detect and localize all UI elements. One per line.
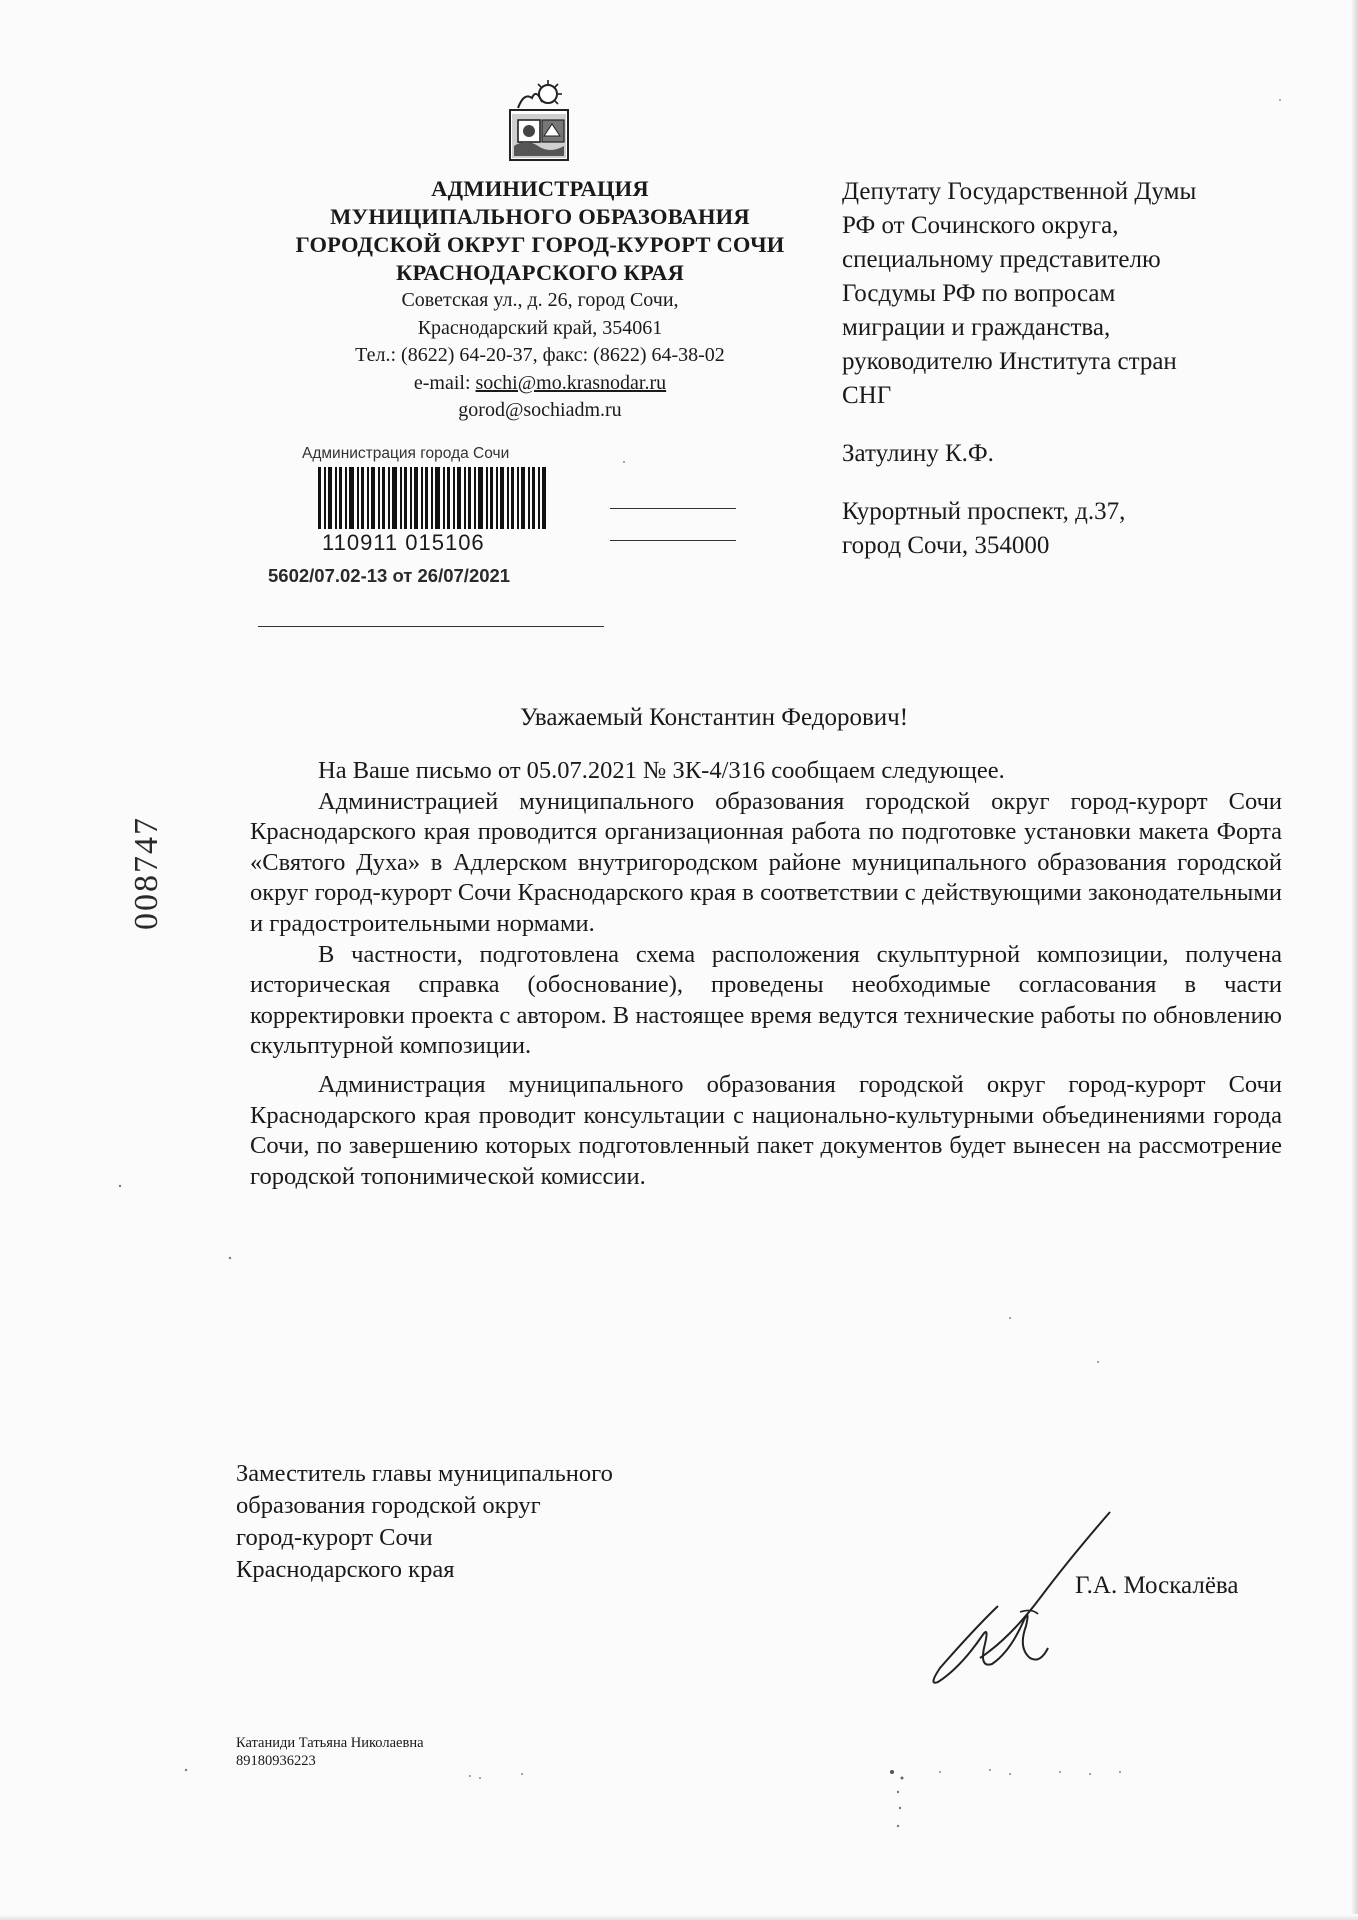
sender-org-line: АДМИНИСТРАЦИЯ bbox=[431, 176, 649, 201]
sender-org-line: КРАСНОДАРСКОГО КРАЯ bbox=[395, 260, 685, 285]
recipient-line: РФ от Сочинского округа, bbox=[842, 212, 1119, 239]
sender-address-line: Краснодарский край, 354061 bbox=[417, 316, 663, 339]
recipient-line: миграции и гражданства, bbox=[842, 314, 1111, 341]
recipient-line: руководителю Института стран bbox=[842, 348, 1177, 375]
sender-address-line: Советская ул., д. 26, город Сочи, bbox=[401, 289, 679, 311]
sender-org-line: МУНИЦИПАЛЬНОГО ОБРАЗОВАНИЯ bbox=[330, 204, 750, 229]
executor-name: Катаниди Татьяна Николаевна bbox=[236, 1735, 424, 1751]
recipient-address-line: город Сочи, 354000 bbox=[842, 532, 1050, 559]
body-paragraph: Администрация муниципального образования городской округ город-курорт Сочи Краснодарского края проводит консультации с национально-культурными объединениями города Сочи, по завершению которых подготовленный пакет документов будет вынесен на рассмотрение городской топонимической комиссии. bbox=[250, 1070, 1282, 1190]
recipient-line: специальному представителю bbox=[842, 246, 1161, 273]
body-paragraph: На Ваше письмо от 05.07.2021 № ЗК-4/316 сообщаем следующее. bbox=[318, 757, 1005, 784]
stamp-org: Администрация города Сочи bbox=[302, 445, 510, 462]
greeting: Уважаемый Константин Федорович! bbox=[520, 704, 909, 731]
sender-email2: gorod@sochiadm.ru bbox=[458, 399, 622, 421]
signer-title-line: Заместитель главы муниципального bbox=[236, 1460, 613, 1487]
sender-phone: Тел.: (8622) 64-20-37, факс: (8622) 64-38-02 bbox=[355, 344, 725, 366]
recipient-line: Госдумы РФ по вопросам bbox=[842, 280, 1116, 307]
sender-org-line: ГОРОДСКОЙ ОКРУГ ГОРОД-КУРОРТ СОЧИ bbox=[295, 232, 785, 257]
recipient-line: СНГ bbox=[842, 382, 892, 409]
signer-title-line: город-курорт Сочи bbox=[236, 1524, 433, 1551]
signer-name: Г.А. Москалёва bbox=[1075, 1572, 1239, 1599]
body-paragraph: Администрацией муниципального образования городской округ город-курорт Сочи Краснодарского края проводится организационная работа по подготовке установки макета Форта «Святого Духа» в Адлерском внутригородском районе муниципального образования городской округ город-курорт Сочи Краснодарского края в соответствии с действующими законодательными и градостроительными нормами. bbox=[250, 787, 1282, 937]
side-number: 008747 bbox=[128, 816, 165, 930]
registration-number: 5602/07.02-13 от 26/07/2021 bbox=[268, 565, 511, 586]
recipient-address-line: Курортный проспект, д.37, bbox=[842, 498, 1126, 525]
recipient-line: Депутату Государственной Думы bbox=[842, 178, 1197, 205]
barcode-number: 110911 015106 bbox=[322, 530, 485, 555]
recipient-name: Затулину К.Ф. bbox=[842, 440, 994, 467]
body-paragraph: В частности, подготовлена схема расположения скульптурной композиции, получена историческая справка (обоснование), проведены необходимые согласования в части корректировки проекта с автором. В настоящее время ведутся технические работы по обновлению скульптурной композиции. bbox=[250, 940, 1282, 1060]
email-label: e-mail: bbox=[413, 371, 476, 394]
executor-phone: 89180936223 bbox=[236, 1753, 316, 1769]
signer-title-line: образования городской округ bbox=[236, 1492, 541, 1519]
sender-email-link[interactable]: sochi@mo.krasnodar.ru bbox=[475, 371, 667, 394]
signer-title-line: Краснодарского края bbox=[236, 1556, 455, 1583]
